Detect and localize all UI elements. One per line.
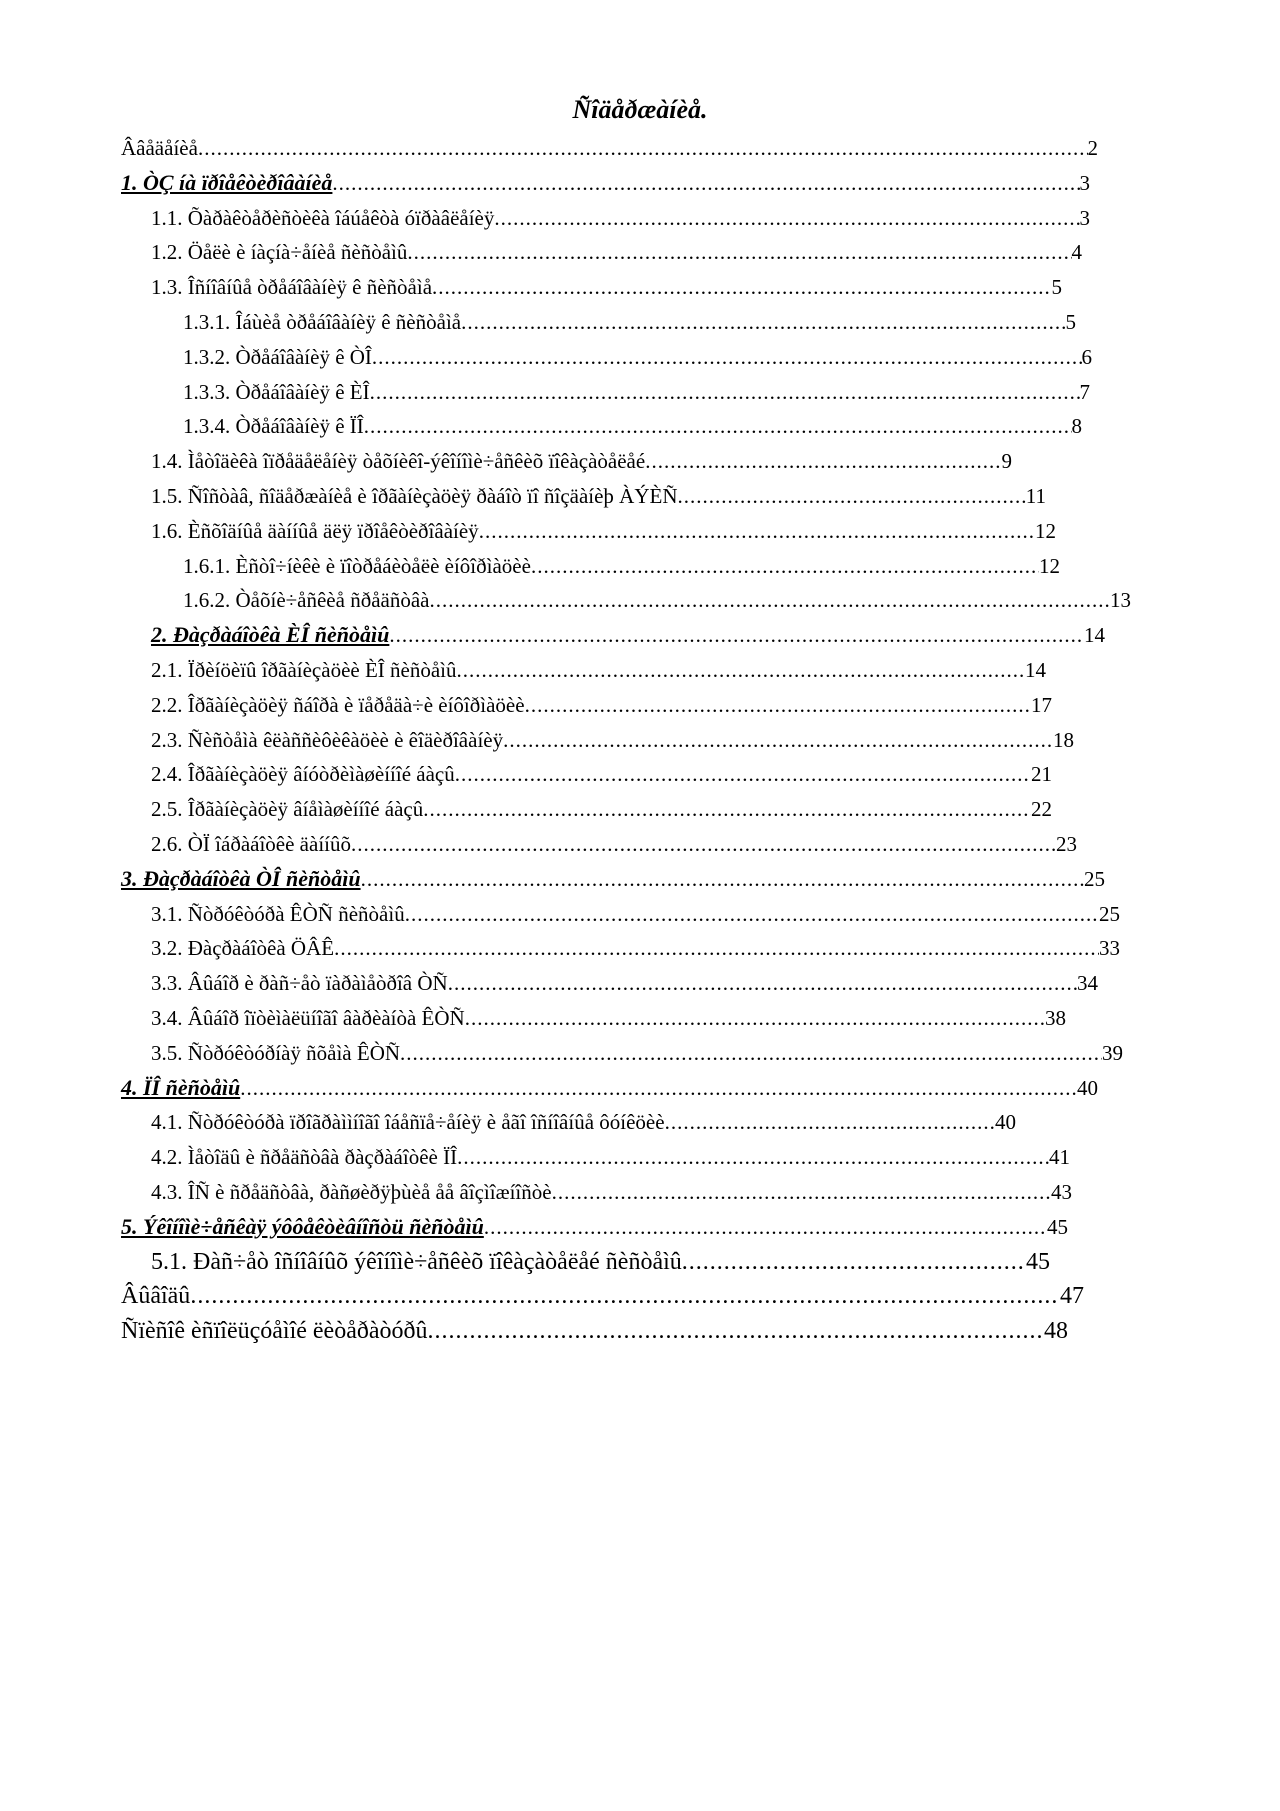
toc-entry[interactable] (0, 549, 1060, 584)
toc-entry[interactable] (0, 792, 1052, 827)
toc-entry[interactable] (0, 583, 1131, 618)
toc-entry[interactable] (0, 827, 1077, 862)
toc-page-number: 7 (1079, 379, 1090, 404)
toc-page-number: 13 (1110, 588, 1131, 613)
toc-dot-leader (407, 235, 1071, 270)
toc-entry[interactable] (0, 270, 1062, 305)
toc-page-number: 40 (995, 1110, 1016, 1135)
toc-entry-label: Ñïèñîê èñïîëüçóåìîé ëèòåðàòóðû (121, 1318, 428, 1345)
toc-entry[interactable] (0, 479, 1046, 514)
toc-entry[interactable] (0, 444, 1012, 479)
toc-page-number: 23 (1056, 831, 1077, 856)
toc-dot-leader (364, 409, 1072, 444)
toc-dot-leader (525, 688, 1031, 723)
toc-dot-leader (503, 723, 1053, 758)
toc-page-number: 43 (1051, 1179, 1072, 1204)
toc-entry-label: 2.6. ÒÏ îáðàáîòêè äàííûõ (151, 831, 351, 856)
toc-entry-label: 1.6. Èñõîäíûå äàííûå äëÿ ïðîåêòèðîâàíèÿ (151, 518, 479, 543)
toc-dot-leader (370, 375, 1080, 410)
toc-page-number: 39 (1102, 1040, 1123, 1065)
toc-entry-label: 5. Ýêîíîìè÷åñêàÿ ýôôåêòèâíîñòü ñèñòåìû (121, 1213, 484, 1239)
toc-entry-label: 1.1. Õàðàêòåðèñòèêà îáúåêòà óïðàâëåíèÿ (151, 205, 495, 230)
toc-dot-leader (665, 1105, 995, 1140)
toc-entry[interactable] (0, 166, 1090, 201)
toc-entry-label: Âûâîäû (121, 1283, 191, 1310)
toc-dot-leader (465, 1001, 1045, 1036)
toc-dot-leader (484, 1210, 1047, 1245)
toc-entry-label: 1.3.3. Òðåáîâàíèÿ ê ÈÎ (183, 379, 370, 404)
toc-page-number: 9 (1001, 449, 1012, 474)
toc-dot-leader (457, 1140, 1049, 1175)
toc-page-number: 5 (1051, 275, 1062, 300)
toc-entry-label: 3.5. Ñòðóêòóðíàÿ ñõåìà ÊÒÑ (151, 1040, 401, 1065)
toc-dot-leader (190, 1279, 1060, 1314)
toc-entry[interactable] (0, 1314, 1068, 1349)
toc-entry[interactable] (0, 235, 1082, 270)
toc-page-number: 12 (1035, 518, 1056, 543)
toc-dot-leader (457, 653, 1025, 688)
toc-page-number: 47 (1060, 1283, 1084, 1310)
toc-entry-label: 2.5. Îðãàíèçàöèÿ âíåìàøèííîé áàçû (151, 797, 424, 822)
toc-page-number: 18 (1053, 727, 1074, 752)
toc-dot-leader (461, 305, 1065, 340)
toc-entry-label: 1.4. Ìåòîäèêà îïðåäåëåíèÿ òåõíèêî-ýêîíîìè÷åñêèõ ïîêàçàòåëåé (151, 449, 646, 474)
toc-entry[interactable] (0, 653, 1046, 688)
toc-entry-label: 1.6.1. Èñòî÷íèêè è ïîòðåáèòåëè èíôîðìàöèè (183, 553, 531, 578)
toc-entry[interactable] (0, 1175, 1072, 1210)
toc-entry[interactable] (0, 931, 1120, 966)
toc-dot-leader (405, 897, 1099, 932)
toc-entry-label: 2.4. Îðãàíèçàöèÿ âíóòðèìàøèííîé áàçû (151, 762, 455, 787)
toc-dot-leader (428, 1314, 1044, 1349)
toc-entry[interactable] (0, 340, 1092, 375)
toc-page-number: 2 (1087, 136, 1098, 160)
toc-dot-leader (678, 479, 1026, 514)
toc-entry[interactable] (0, 688, 1052, 723)
toc-dot-leader (423, 792, 1031, 827)
toc-page-number: 6 (1081, 344, 1092, 369)
toc-entry[interactable] (0, 1001, 1066, 1036)
toc-entry-label: 5.1. Ðàñ÷åò îñíîâíûõ ýêîíîìè÷åñêèõ ïîêàçàòåëåé ñèñòåìû (151, 1248, 682, 1275)
toc-entry[interactable] (0, 757, 1052, 792)
toc-entry-label: 1.3.1. Îáùèå òðåáîâàíèÿ ê ñèñòåìå (183, 309, 462, 334)
toc-entry[interactable] (0, 618, 1105, 653)
toc-entry-label: 3. Ðàçðàáîòêà ÒÎ ñèñòåìû (121, 865, 361, 891)
toc-page-number: 34 (1077, 971, 1098, 996)
toc-entry[interactable] (0, 1105, 1016, 1140)
toc-entry[interactable] (0, 723, 1074, 758)
toc-entry-label: 1.3. Îñíîâíûå òðåáîâàíèÿ ê ñèñòåìå (151, 275, 433, 300)
toc-page-number: 25 (1084, 866, 1105, 891)
toc-dot-leader (240, 1071, 1077, 1106)
toc-entry[interactable] (0, 897, 1120, 932)
toc-dot-leader (645, 444, 1001, 479)
toc-entry[interactable] (0, 1210, 1068, 1245)
toc-page-number: 33 (1099, 936, 1120, 961)
toc-page-number: 11 (1025, 483, 1046, 508)
toc-entry[interactable] (0, 862, 1105, 897)
toc-dot-leader (389, 618, 1084, 653)
toc-dot-leader (361, 862, 1084, 897)
toc-dot-leader (198, 131, 1088, 166)
toc-entry-label: 3.1. Ñòðóêòóðà ÊÒÑ ñèñòåìû (151, 901, 405, 926)
toc-page-number: 3 (1079, 205, 1090, 230)
toc-entry[interactable] (0, 1279, 1084, 1314)
toc-page-number: 25 (1099, 901, 1120, 926)
toc-page-number: 45 (1026, 1248, 1050, 1275)
toc-entry-label: 4.1. Ñòðóêòóðà ïðîãðàììíîãî îáåñïå÷åíèÿ è åãî îñíîâíûå ôóíêöèè (151, 1110, 665, 1135)
toc-entry[interactable] (0, 1140, 1070, 1175)
toc-entry-label: 1. ÒÇ íà ïðîåêòèðîâàíèå (121, 169, 333, 195)
table-of-contents (0, 131, 1280, 1349)
toc-dot-leader (432, 270, 1051, 305)
toc-entry-label: 1.3.4. Òðåáîâàíèÿ ê ÏÎ (183, 414, 364, 439)
toc-entry[interactable] (0, 409, 1082, 444)
toc-entry-label: 1.6.2. Òåõíè÷åñêèå ñðåäñòâà (183, 588, 430, 613)
toc-dot-leader (531, 549, 1039, 584)
toc-entry[interactable] (0, 201, 1090, 236)
toc-page-number: 14 (1025, 657, 1046, 682)
toc-dot-leader (429, 583, 1110, 618)
toc-page-number: 21 (1031, 762, 1052, 787)
toc-dot-leader (479, 514, 1035, 549)
toc-entry-label: 3.2. Ðàçðàáîòêà ÖÂÊ (151, 936, 335, 961)
toc-dot-leader (455, 757, 1031, 792)
toc-entry[interactable] (0, 1245, 1050, 1280)
toc-entry-label: 4.3. ÎÑ è ñðåäñòâà, ðàñøèðÿþùèå åå âîçìîæíîñòè (151, 1179, 552, 1204)
toc-dot-leader (372, 340, 1082, 375)
toc-entry[interactable] (0, 1036, 1123, 1071)
toc-page-number: 4 (1071, 240, 1082, 265)
toc-dot-leader (332, 166, 1079, 201)
toc-entry[interactable] (0, 305, 1076, 340)
toc-entry[interactable] (0, 514, 1056, 549)
toc-page-number: 40 (1077, 1075, 1098, 1100)
toc-entry-label: 2.2. Îðãàíèçàöèÿ ñáîðà è ïåðåäà÷è èíôîðìàöèè (151, 692, 525, 717)
toc-entry-label: 2.3. Ñèñòåìà êëàññèôèêàöèè è êîäèðîâàíèÿ (151, 727, 504, 752)
toc-entry[interactable] (0, 131, 1098, 166)
toc-page-number: 5 (1065, 309, 1076, 334)
toc-entry-label: 2.1. Ïðèíöèïû îðãàíèçàöèè ÈÎ ñèñòåìû (151, 657, 457, 682)
toc-entry-label: 3.3. Âûáîð è ðàñ÷åò ïàðàìåòðîâ ÒÑ (151, 971, 448, 996)
toc-entry-label: 1.3.2. Òðåáîâàíèÿ ê ÒÎ (183, 344, 372, 369)
toc-entry[interactable] (0, 375, 1090, 410)
toc-dot-leader (552, 1175, 1051, 1210)
toc-page-number: 17 (1031, 692, 1052, 717)
toc-entry-label: 1.5. Ñîñòàâ, ñîäåðæàíèå è îðãàíèçàöèÿ ðàáîò ïî ñîçäàíèþ ÀÝÈÑ (151, 483, 678, 508)
toc-page-number: 41 (1049, 1145, 1070, 1170)
toc-page-number: 45 (1047, 1214, 1068, 1239)
toc-dot-leader (494, 201, 1079, 236)
toc-entry[interactable] (0, 1071, 1098, 1106)
toc-dot-leader (400, 1036, 1102, 1071)
toc-entry-label: 4.2. Ìåòîäû è ñðåäñòâà ðàçðàáîòêè ÏÎ (151, 1145, 458, 1170)
toc-entry[interactable] (0, 966, 1098, 1001)
toc-dot-leader (351, 827, 1056, 862)
toc-dot-leader (682, 1245, 1026, 1280)
toc-entry-label: 4. ÏÎ ñèñòåìû (121, 1074, 241, 1100)
toc-page-number: 22 (1031, 797, 1052, 822)
toc-entry-label: 2. Ðàçðàáîòêà ÈÎ ñèñòåìû (151, 622, 390, 648)
toc-page-number: 48 (1044, 1318, 1068, 1345)
toc-page-number: 12 (1039, 553, 1060, 578)
toc-dot-leader (334, 931, 1099, 966)
toc-page-number: 38 (1045, 1005, 1066, 1030)
toc-title: Ñîäåðæàíèå. (572, 95, 708, 124)
toc-page-number: 8 (1071, 414, 1082, 439)
toc-entry-label: 1.2. Öåëè è íàçíà÷åíèå ñèñòåìû (151, 240, 408, 265)
toc-entry-label: Ââåäåíèå (121, 136, 198, 160)
toc-dot-leader (448, 966, 1077, 1001)
toc-page-number: 3 (1079, 170, 1090, 195)
toc-entry-label: 3.4. Âûáîð îïòèìàëüíîãî âàðèàíòà ÊÒÑ (151, 1005, 465, 1030)
toc-page-number: 14 (1084, 623, 1105, 648)
